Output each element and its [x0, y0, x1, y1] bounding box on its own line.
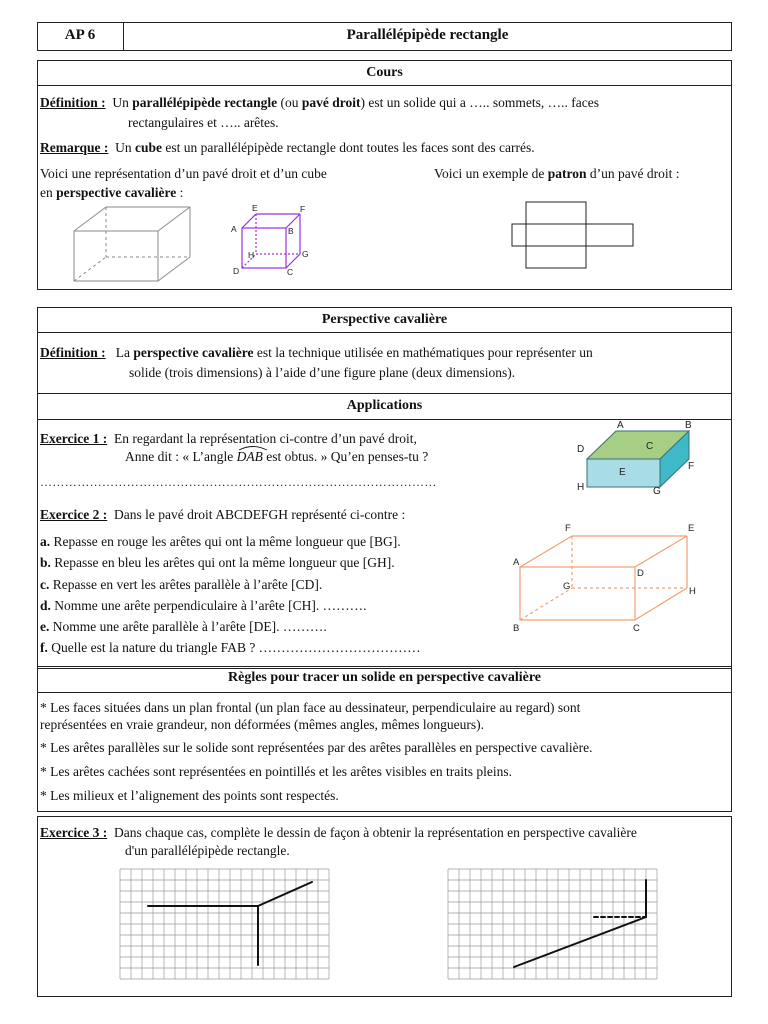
ex1-label-h: H	[577, 482, 585, 493]
cube-label-h: H	[248, 250, 255, 260]
ex1-label-g: G	[653, 486, 661, 497]
applications-title: Applications	[346, 398, 423, 413]
ex1-label-b: B	[685, 420, 692, 431]
cube-label-g: G	[302, 249, 309, 259]
perspective-title-rule	[37, 332, 732, 333]
ex1-label-c: C	[646, 441, 654, 452]
ex2-label-b: B	[513, 623, 520, 634]
ex2-item-f: f. Quelle est la nature du triangle FAB ? ………………………………	[40, 640, 421, 655]
cube-label-a: A	[231, 224, 237, 234]
ex1-label-d: D	[577, 444, 585, 455]
page-title: Parallélépipède rectangle	[346, 27, 509, 43]
ex2-item-e: e. Nomme une arête parallèle à l’arête [DE]. ……….	[40, 619, 327, 634]
applications-top-rule	[37, 393, 732, 394]
cours-title: Cours	[366, 65, 403, 80]
regle-2: * Les arêtes parallèles sur le solide sont représentées par des arêtes parallèles en perspective cavalière.	[40, 740, 593, 755]
ex2-label-c: C	[633, 623, 640, 634]
regle-3: * Les arêtes cachées sont représentées en pointillés et les arêtes visibles en traits pleins.	[40, 764, 512, 779]
ex1-label-e: E	[619, 467, 626, 478]
ex2-item-c: c. Repasse en vert les arêtes parallèle à l’arête [CD].	[40, 577, 323, 592]
angle-dab: DAB	[237, 449, 263, 464]
perspective-definition-line2: solide (trois dimensions) à l’aide d’une figure plane (deux dimensions).	[129, 365, 516, 380]
ex1-label-a: A	[617, 420, 624, 431]
cube-label-d: D	[233, 266, 240, 276]
regle-1-line2: représentées en vraie grandeur, non déformées (mêmes angles, mêmes longueurs).	[40, 717, 485, 732]
ex1-dots: ……………………………………………………………………………………	[40, 475, 437, 489]
regles-title-rule	[37, 692, 732, 693]
ex3-line1: Exercice 3 : Dans chaque cas, complète le dessin de façon à obtenir la représentation en perspective cavalière	[40, 825, 637, 840]
regles-title: Règles pour tracer un solide en perspective cavalière	[228, 670, 541, 685]
ex3-line2: d'un parallélépipède rectangle.	[125, 843, 290, 858]
ex1-line2: Anne dit : « L’angle DAB est obtus. » Qu’en penses-tu ?	[125, 448, 428, 465]
ex2-item-a: a. Repasse en rouge les arêtes qui ont la même longueur que [BG].	[40, 534, 401, 549]
remarque-label: Remarque :	[40, 140, 109, 155]
patron-figure	[510, 198, 650, 278]
representation-line1: Voici une représentation d’un pavé droit et d’un cube	[40, 166, 327, 181]
cube-label-b: B	[288, 226, 294, 236]
ex3-grid-1	[120, 869, 330, 979]
cours-remarque: Remarque : Un cube est un parallélépipède rectangle dont toutes les faces sont des carrés.	[40, 140, 535, 155]
patron-text: Voici un exemple de patron d’un pavé droit :	[434, 166, 680, 181]
ex2-label-d: D	[637, 568, 644, 579]
perspective-definition-label: Définition :	[40, 345, 106, 360]
cube-figure	[226, 202, 316, 282]
ex2-label: Exercice 2 :	[40, 507, 108, 522]
cube-label-c: C	[287, 267, 294, 277]
regle-1-line1: * Les faces situées dans un plan frontal (un plan face au dessinateur, perpendiculaire au regard) sont	[40, 700, 581, 715]
perspective-definition-line1: Définition : La perspective cavalière est la technique utilisée en mathématiques pour représenter un	[40, 345, 593, 360]
ex2-label-h: H	[689, 586, 696, 597]
cours-definition-line2: rectangulaires et ….. arêtes.	[128, 115, 279, 130]
ex1-label: Exercice 1 :	[40, 431, 108, 446]
cube-label-e: E	[252, 203, 258, 213]
cours-title-rule	[37, 85, 732, 86]
ex2-item-b: b. Repasse en bleu les arêtes qui ont la même longueur que [GH].	[40, 555, 395, 570]
ex2-box-figure	[512, 520, 712, 635]
ex1-label-f: F	[688, 461, 695, 472]
ex2-label-a: A	[513, 557, 520, 568]
angle-hat	[237, 445, 269, 451]
ex2-label-e: E	[688, 523, 695, 534]
perspective-title: Perspective cavalière	[321, 312, 448, 327]
cours-definition-line1: Définition : Un parallélépipède rectangle (ou pavé droit) est un solide qui a ….. sommets, ….. faces	[40, 95, 599, 110]
ex3-label: Exercice 3 :	[40, 825, 108, 840]
ex3-grid-2	[448, 869, 658, 979]
ex2-label-f: F	[565, 523, 571, 534]
representation-line2: en perspective cavalière :	[40, 185, 184, 200]
pave-droit-figure	[70, 203, 230, 283]
ex1-box-figure	[572, 418, 722, 498]
ex1-line1: Exercice 1 : En regardant la représentation ci-contre d’un pavé droit,	[40, 431, 417, 446]
regle-4: * Les milieux et l’alignement des points sont respectés.	[40, 788, 339, 803]
ex2-item-d: d. Nomme une arête perpendiculaire à l’arête [CH]. ……….	[40, 598, 367, 613]
cube-label-f: F	[300, 204, 306, 214]
ex2-label-g: G	[563, 581, 571, 592]
definition-label: Définition :	[40, 95, 106, 110]
header-code: AP 6	[64, 27, 96, 43]
ex2-intro: Exercice 2 : Dans le pavé droit ABCDEFGH représenté ci-contre :	[40, 507, 406, 522]
